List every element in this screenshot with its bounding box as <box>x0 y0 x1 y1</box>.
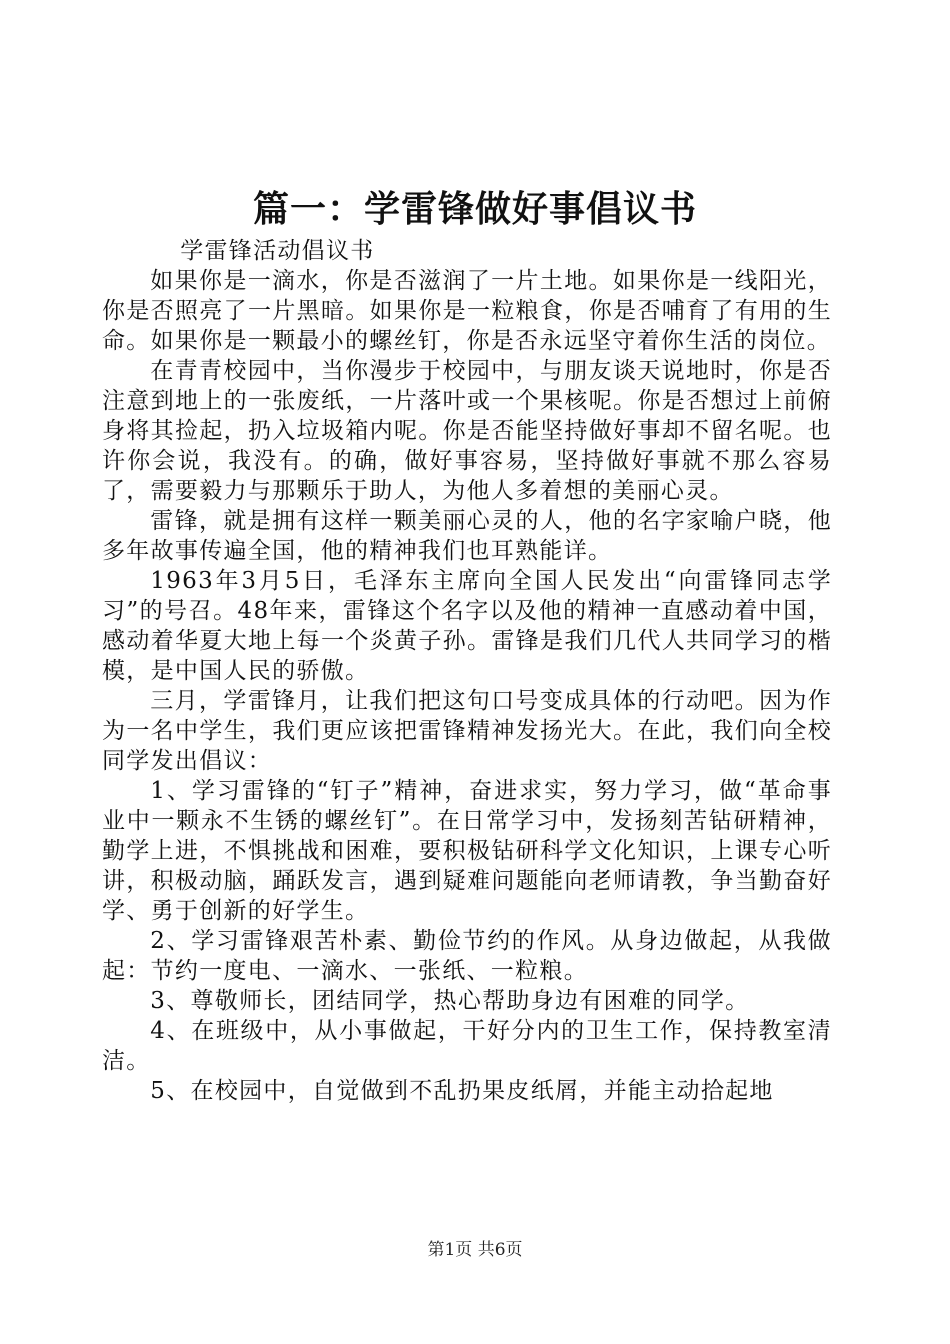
paragraph: 2、学习雷锋艰苦朴素、勤俭节约的作风。从身边做起，从我做起：节约一度电、一滴水、一张纸、一粒粮。 <box>102 928 832 984</box>
document-body <box>102 236 832 1106</box>
document-title: 篇一：学雷锋做好事倡议书 <box>252 188 697 230</box>
paragraph: 5、在校园中，自觉做到不乱扔果皮纸屑，并能主动拾起地 <box>150 1078 774 1104</box>
paragraph: 如果你是一滴水，你是否滋润了一片土地。如果你是一线阳光，你是否照亮了一片黑暗。如果你是一粒粮食，你是否哺育了有用的生命。如果你是一颗最小的螺丝钉，你是否永远坚守着你生活的岗位。 <box>102 268 832 354</box>
paragraph: 4、在班级中，从小事做起，干好分内的卫生工作，保持教室清洁。 <box>102 1018 832 1074</box>
paragraph: 1963年3月5日，毛泽东主席向全国人民发出“向雷锋同志学习”的号召。48年来，雷锋这个名字以及他的精神一直感动着中国，感动着华夏大地上每一个炎黄子孙。雷锋是我们几代人共同学习的楷模，是中国人民的骄傲。 <box>102 568 832 684</box>
page-number-footer: 第1页 共6页 <box>427 1240 523 1260</box>
paragraph: 三月，学雷锋月，让我们把这句口号变成具体的行动吧。因为作为一名中学生，我们更应该把雷锋精神发扬光大。在此，我们向全校同学发出倡议： <box>102 688 832 774</box>
paragraph: 3、尊敬师长，团结同学，热心帮助身边有困难的同学。 <box>150 988 750 1014</box>
paragraph: 1、学习雷锋的“钉子”精神，奋进求实，努力学习，做“革命事业中一颗永不生锈的螺丝钉”。在日常学习中，发扬刻苦钻研精神，勤学上进，不惧挑战和困难，要积极钻研科学文化知识，上课专心听讲，积极动脑，踊跃发言，遇到疑难问题能向老师请教，争当勤奋好学、勇于创新的好学生。 <box>102 778 832 924</box>
paragraph: 雷锋，就是拥有这样一颗美丽心灵的人，他的名字家喻户晓，他多年故事传遍全国，他的精神我们也耳熟能详。 <box>102 508 832 564</box>
paragraph: 在青青校园中，当你漫步于校园中，与朋友谈天说地时，你是否注意到地上的一张废纸，一片落叶或一个果核呢。你是否想过上前俯身将其捡起，扔入垃圾箱内呢。你是否能坚持做好事却不留名呢。也许你会说，我没有。的确，做好事容易，坚持做好事就不那么容易了，需要毅力与那颗乐于助人，为他人多着想的美丽心灵。 <box>102 358 832 504</box>
document-subtitle: 学雷锋活动倡议书 <box>180 238 375 264</box>
